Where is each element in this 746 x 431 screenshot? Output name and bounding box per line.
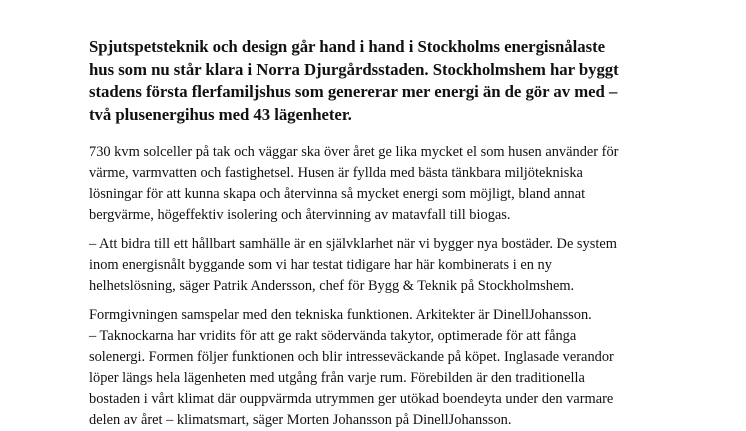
body-paragraph-solar bbox=[89, 142, 689, 226]
body-line: inom energisnålt byggande som vi har testat tidigare har här kombinerats i en ny bbox=[89, 257, 552, 273]
body-paragraph-quote-andersson bbox=[89, 234, 689, 297]
body-line: löper längs hela lägenheten med utgång från varje rum. Förebilden är den traditionella bbox=[89, 370, 585, 386]
body-line: lösningar för att kunna skapa och återvinna så mycket energi som möjligt, bland annat bbox=[89, 186, 586, 202]
lead-line: Spjutspetsteknik och design går hand i hand i Stockholms energisnålaste bbox=[89, 37, 606, 56]
body-line: solenergi. Formen följer funktionen och blir intresseväckande på köpet. Inglasade verandor bbox=[89, 349, 614, 365]
lead-line: två plusenergihus med 43 lägenheter. bbox=[89, 104, 352, 124]
lead-paragraph bbox=[89, 36, 689, 126]
body-line: 730 kvm solceller på tak och väggar ska över året ge lika mycket el som husen använder för bbox=[89, 144, 619, 160]
body-line: helhetslösning, säger Patrik Andersson, chef för Bygg & Teknik på Stockholmshem. bbox=[89, 278, 575, 294]
body-line: delen av året – klimatsmart, säger Morten Johansson på DinellJohansson. bbox=[89, 412, 512, 428]
body-line: – Taknockarna har vridits för att ge rakt södervända takytor, optimerade för att fånga bbox=[89, 328, 577, 344]
body-paragraph-design bbox=[89, 305, 689, 431]
body-line: bostaden i vårt klimat där ouppvärmda utrymmen ger utökad boendeyta under den varmare bbox=[89, 391, 614, 407]
body-line: bergvärme, högeffektiv isolering och återvinning av matavfall till biogas. bbox=[89, 207, 511, 223]
body-line: värme, varmvatten och fastighetsel. Husen är fyllda med bästa tänkbara miljötekniska bbox=[89, 165, 583, 181]
lead-line: hus som nu står klara i Norra Djurgårdsstaden. Stockholmshem har byggt bbox=[89, 59, 619, 79]
body-line: – Att bidra till ett hållbart samhälle är en självklarhet när vi bygger nya bostäder. De system bbox=[89, 236, 617, 252]
body-line: Formgivningen samspelar med den tekniska funktionen. Arkitekter är DinellJohansson. bbox=[89, 307, 592, 323]
lead-line: stadens första flerfamiljshus som genererar mer energi än de gör av med – bbox=[89, 82, 618, 101]
press-release-page bbox=[89, 36, 689, 431]
